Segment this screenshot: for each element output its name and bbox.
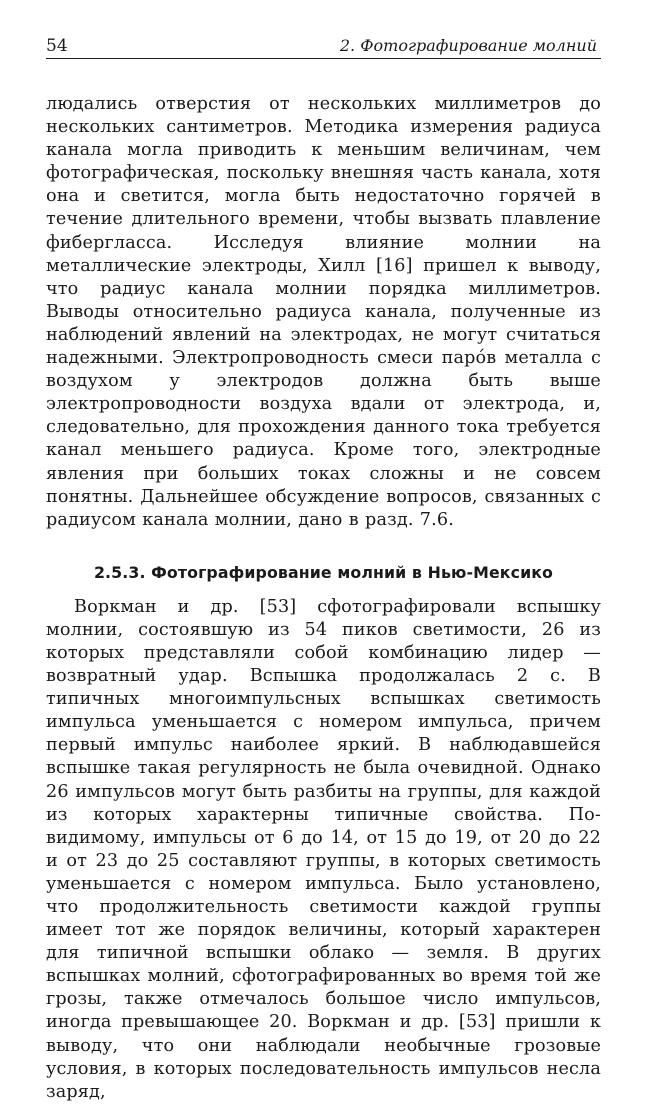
running-header [46,30,601,59]
book-page [46,30,601,1104]
running-title: 2. Фотографирование молний [339,36,597,55]
body-paragraph-2: Воркман и др. [53] сфотографировали вспышку молнии, состоявшую из 54 пиков светимости, 26 из которых представляли собой комбинацию лидер — возвратный удар. Вспышка продолжалась 2 с. В типичных многоимпульсных вспышках светимость импульса уменьшается с номером импульса, причем первый импульс наиболее яркий. В наблюдавшейся вспышке такая регулярность не была очевидной. Однако 26 импульсов могут быть разбиты на группы, для каждой из которых характерны типичные свойства. По-видимому, импульсы от 6 до 14, от 15 до 19, от 20 до 22 и от 23 до 25 составляют группы, в которых светимость уменьшается с номером импульса. Было установлено, что продолжительность светимости каждой группы имеет тот же порядок величины, который характерен для типичной вспышки облако — земля. В других вспышках молний, сфотографированных во время той же грозы, также отмечалось большое число импульсов, иногда превышающее 20. Воркман и др. [53] пришли к выводу, что они наблюдали необычные грозовые условия, в которых последовательность импульсов несла заряд, [46,596,601,1102]
body-paragraph-1: людались отверстия от нескольких миллиметров до нескольких сантиметров. Методика измерения радиуса канала могла приводить к меньшим величинам, чем фотографическая, поскольку внешняя часть канала, хотя она и светится, могла быть недостаточно горячей в течение длительного времени, чтобы вызвать плавление фибергласса. Исследуя влияние молнии на металлические электроды, Хилл [16] пришел к выводу, что радиус канала молнии порядка миллиметров. Выводы относительно радиуса канала, полученные из наблюдений явлений на электродах, не могут считаться надежными. Электропроводность смеси паро́в металла с воздухом у электродов должна быть выше электропроводности воздуха вдали от электрода, и, следовательно, для прохождения данного тока требуется канал меньшего радиуса. Кроме того, электродные явления при больших токах сложны и не совсем понятны. Дальнейшее обсуждение вопросов, связанных с радиусом канала молнии, дано в разд. 7.6. [46,94,601,530]
section-heading: 2.5.3. Фотографирование молний в Нью-Мексико [93,562,554,582]
page-number: 54 [46,36,68,56]
